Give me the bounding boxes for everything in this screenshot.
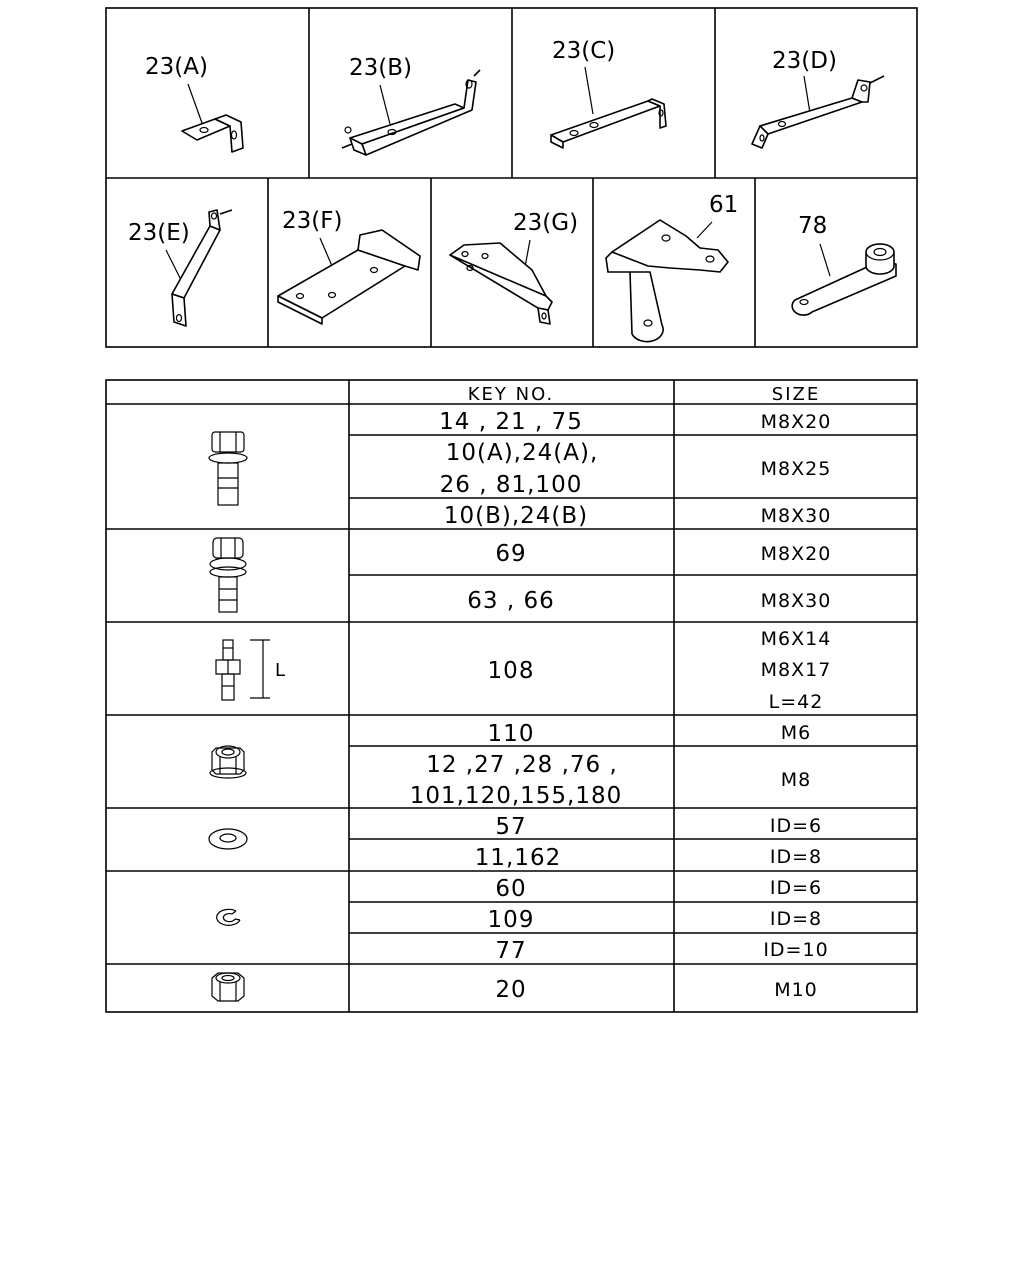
key-cell: 101,120,155,180: [409, 783, 623, 809]
stud-bolt-icon: [216, 640, 285, 700]
key-cell: 60: [495, 876, 527, 902]
bracket-23a-drawing: [145, 54, 243, 152]
bracket-23c-drawing: [551, 38, 666, 148]
size-cell: M8X17: [760, 659, 832, 681]
bracket-78-drawing: [792, 213, 896, 315]
size-cell: ID=6: [769, 877, 823, 899]
key-cell: 77: [495, 938, 527, 964]
part-label-23b: 23(B): [349, 55, 412, 81]
size-cell: M8X25: [760, 458, 832, 480]
bracket-61-drawing: [606, 192, 738, 342]
part-label-23d: 23(D): [772, 48, 837, 74]
size-cell: ID=8: [769, 846, 823, 868]
key-cell: 26 , 81,100: [439, 472, 583, 498]
size-cell: M8X30: [760, 590, 832, 612]
bracket-23e-drawing: [128, 210, 232, 326]
flat-washer-icon: [209, 829, 247, 849]
bracket-23f-drawing: [278, 208, 420, 324]
flange-nut-icon: [210, 746, 246, 778]
spring-washer-icon: [217, 909, 240, 925]
key-cell: 109: [487, 907, 535, 933]
key-cell: 57: [495, 814, 527, 840]
key-cell: 110: [487, 721, 535, 747]
key-cell: 12 ,27 ,28 ,76 ,: [426, 752, 618, 778]
size-cell: ID=8: [769, 908, 823, 930]
dimension-label-l: L: [275, 660, 286, 681]
key-cell: 20: [495, 977, 527, 1003]
flange-bolt-icon: [209, 432, 247, 505]
key-cell: 69: [495, 541, 527, 567]
size-cell: M6: [780, 722, 812, 744]
size-cell: M10: [774, 979, 818, 1001]
key-cell: 10(A),24(A),: [445, 440, 599, 466]
part-label-23a: 23(A): [145, 54, 208, 80]
size-cell: L=42: [768, 691, 824, 713]
size-cell: M6X14: [760, 628, 832, 650]
header-key-no: KEY NO.: [467, 384, 555, 405]
size-cell: M8X30: [760, 505, 832, 527]
key-cell: 63 , 66: [467, 588, 555, 614]
bracket-23g-drawing: [450, 210, 578, 324]
size-cell: M8X20: [760, 411, 832, 433]
part-label-23f: 23(F): [282, 208, 343, 234]
header-size: SIZE: [771, 384, 821, 405]
size-cell: ID=6: [769, 815, 823, 837]
size-cell: M8: [780, 769, 812, 791]
part-label-23c: 23(C): [552, 38, 616, 64]
size-cell: M8X20: [760, 543, 832, 565]
key-cell: 10(B),24(B): [443, 503, 589, 529]
key-cell: 11,162: [474, 845, 562, 871]
part-label-23g: 23(G): [513, 210, 579, 236]
part-label-23e: 23(E): [128, 220, 190, 246]
key-cell: 108: [487, 658, 535, 684]
part-label-61: 61: [709, 192, 739, 218]
washer-bolt-icon: [210, 538, 246, 612]
part-label-78: 78: [798, 213, 828, 239]
size-cell: ID=10: [763, 939, 829, 961]
hex-nut-icon: [212, 973, 244, 1001]
key-cell: 14 , 21 , 75: [439, 409, 583, 435]
bracket-23d-drawing: [752, 48, 884, 148]
bracket-23b-drawing: [342, 55, 480, 155]
